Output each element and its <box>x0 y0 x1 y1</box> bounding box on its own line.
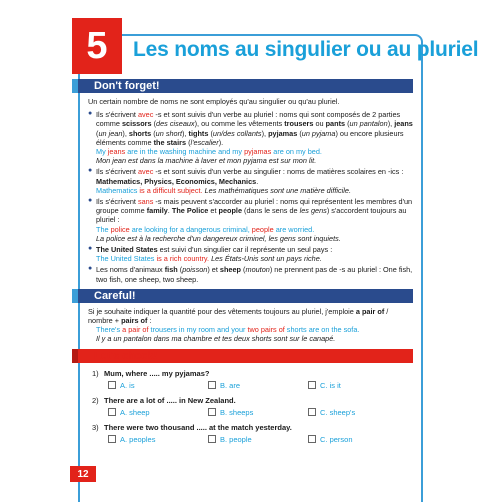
option-1a[interactable]: A. is <box>108 381 208 390</box>
chapter-number: 5 <box>72 18 122 74</box>
example-2: Mathematics is a difficult subject. Les mathématiques sont une matière difficile. <box>96 185 351 195</box>
option-2a[interactable]: A. sheep <box>108 408 208 417</box>
bullet-icon: ● <box>88 265 93 273</box>
example-3: The police are looking for a dangerous criminal, people are worried. <box>96 224 315 234</box>
bullet-icon: ● <box>88 110 93 118</box>
option-3a[interactable]: A. peoples <box>108 435 208 444</box>
translation-3: La police est à la recherche d'un dangereux criminel, les gens sont inquiets. <box>96 233 341 243</box>
lets-check-heading: Let's check! <box>78 349 413 363</box>
checkbox-icon[interactable] <box>108 381 116 389</box>
translation-1: Mon jean est dans la machine à laver et mon pyjama est sur mon lit. <box>96 156 317 166</box>
options-3 <box>88 435 413 444</box>
checkbox-icon[interactable] <box>108 408 116 416</box>
page-number: 12 <box>70 466 96 482</box>
careful-heading: Careful! <box>78 289 413 303</box>
intro-text: Un certain nombre de noms ne sont employés qu'au singulier ou qu'au pluriel. <box>88 97 340 106</box>
rule-item-2 <box>88 167 413 195</box>
option-2c[interactable]: C. sheep's <box>308 408 408 417</box>
example-1: My jeans are in the washing machine and my pyjamas are on my bed. <box>96 147 322 157</box>
option-2b[interactable]: B. sheeps <box>208 408 308 417</box>
chapter-title: Les noms au singulier ou au pluriel <box>133 38 479 61</box>
rule-item-3 <box>88 197 413 243</box>
rule-text-2: Ils s'écrivent avec -s et sont suivis d'un verbe au singulier : noms de matières scolaires en -ics : Mathematics, Physics, Economics, Mechanics. <box>96 167 404 186</box>
options-2 <box>88 408 413 417</box>
careful-text: Si je souhaite indiquer la quantité pour des vêtements toujours au pluriel, j'emploie a pair of / nombre + pairs of : <box>88 306 389 326</box>
option-3b[interactable]: B. people <box>208 435 308 444</box>
checkbox-icon[interactable] <box>308 408 316 416</box>
question-2: 2) There are a lot of ..... in New Zealand. <box>92 395 236 405</box>
bullet-icon: ● <box>88 197 93 205</box>
options-1 <box>88 381 413 390</box>
careful-translation: Il y a un pantalon dans ma chambre et tes deux shorts sont sur le canapé. <box>96 334 336 344</box>
rule-text-3: Ils s'écrivent sans -s mais peuvent s'accorder au pluriel : noms qui représentent les membres d'un groupe comme family. The Police et people (dans le sens de les gens) s'accordent toujours au pluriel : <box>96 197 413 225</box>
rule-item-4 <box>88 245 413 263</box>
bullet-icon: ● <box>88 245 93 253</box>
example-4: The United States is a rich country. Les États-Unis sont un pays riche. <box>96 254 322 264</box>
checkbox-icon[interactable] <box>208 408 216 416</box>
checkbox-icon[interactable] <box>108 435 116 443</box>
option-1c[interactable]: C. is it <box>308 381 408 390</box>
rule-text-4: The United States est suivi d'un singulier car il représente un seul pays : <box>96 245 333 255</box>
question-3: 3) There were two thousand ..... at the match yesterday. <box>92 422 292 432</box>
checkbox-icon[interactable] <box>308 381 316 389</box>
bullet-icon: ● <box>88 167 93 175</box>
option-3c[interactable]: C. person <box>308 435 408 444</box>
content <box>88 79 413 444</box>
careful-example: There's a pair of trousers in my room and your two pairs of shorts are on the sofa. <box>96 325 360 335</box>
checkbox-icon[interactable] <box>308 435 316 443</box>
rule-item-1 <box>88 110 413 165</box>
checkbox-icon[interactable] <box>208 381 216 389</box>
rule-text-5: Les noms d'animaux fish (poisson) et sheep (mouton) ne prennent pas de -s au pluriel : One fish, two fish, one sheep, two sheep. <box>96 265 413 284</box>
rule-text-1: Ils s'écrivent avec -s et sont suivis d'un verbe au pluriel : noms qui sont composés de 2 parties comme scissors (des ciseaux), ou comme les vêtements trousers ou pants (un pantalon), jeans (un jean), shorts (un short), tights (un/des collants), pyjamas (un pyjama) ou encore plusieurs éléments comme the stairs (l'escalier). <box>96 110 413 147</box>
checkbox-icon[interactable] <box>208 435 216 443</box>
option-1b[interactable]: B. are <box>208 381 308 390</box>
dont-forget-heading: Don't forget! <box>78 79 413 93</box>
rule-item-5 <box>88 265 413 283</box>
question-1: 1) Mum, where ..... my pyjamas? <box>92 368 210 378</box>
